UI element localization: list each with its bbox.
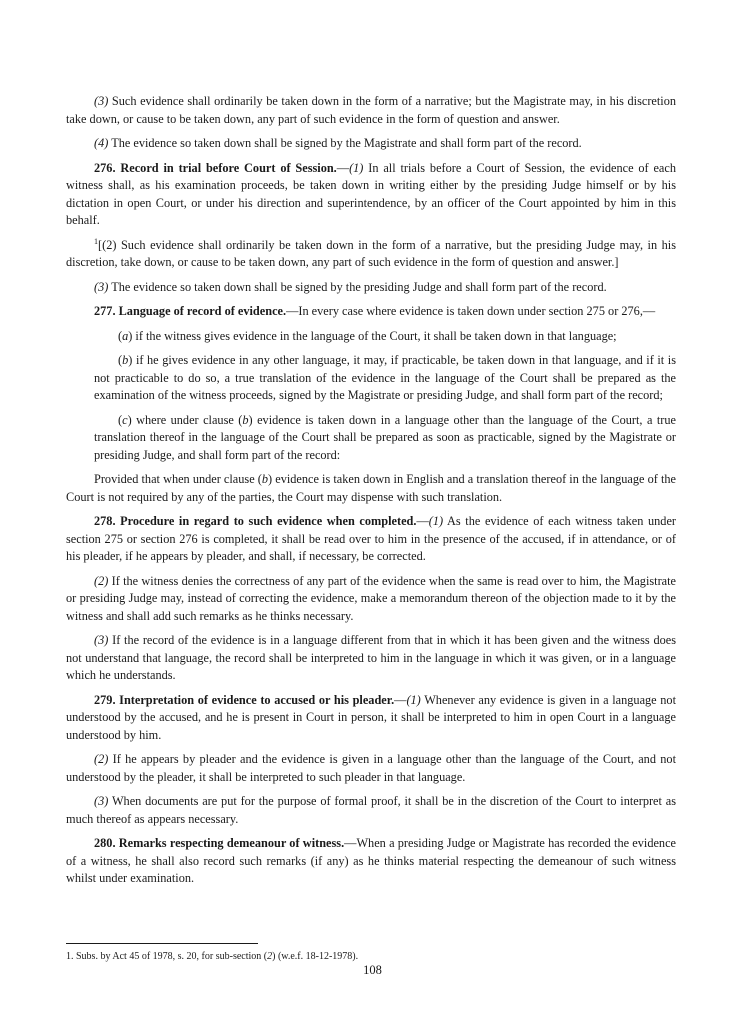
paragraph-text: The evidence so taken down shall be signed by the presiding Judge and shall form part of the record.	[108, 279, 607, 294]
s279-subsection-2	[66, 751, 676, 786]
s277-proviso	[66, 471, 676, 506]
s275-subsection-4	[66, 135, 676, 153]
footnote-text: ) (w.e.f. 18-12-1978).	[272, 951, 359, 962]
paragraph-text: Provided that when under clause (	[94, 472, 262, 486]
s277-clause-a	[94, 328, 676, 346]
section-heading: 278. Procedure in regard to such evidence when completed.	[94, 514, 417, 528]
s278-subsection-2	[66, 573, 676, 626]
paragraph-text: Whenever any evidence is given in a language not understood by the accused, and he is present in Court in person, it shall be interpreted to him in open Court in a language understood by him.	[66, 692, 676, 742]
footnote-text: 1. Subs. by Act 45 of 1978, s. 20, for sub-section (	[66, 951, 268, 962]
paragraph-text: [(2) Such evidence shall ordinarily be taken down in the form of a narrative, but the presiding Judge may, in his discretion, take down, or cause to be taken down, any part of such evidence in the form of question and answer.]	[66, 237, 676, 269]
footnote	[66, 950, 676, 963]
s278-subsection-3	[66, 632, 676, 685]
s279-subsection-3	[66, 793, 676, 828]
page-number: 108	[363, 963, 382, 977]
s276-subsection-2	[66, 237, 676, 272]
subsection-number: (2)	[94, 573, 109, 588]
clause-reference: b	[261, 472, 269, 486]
s279-subsection-1	[66, 692, 676, 745]
paragraph-text: The evidence so taken down shall be signed by the Magistrate and shall form part of the record.	[108, 136, 582, 150]
subsection-number: (2)	[94, 752, 109, 766]
paragraph-text: When documents are put for the purpose of formal proof, it shall be in the discretion of the Court to interpret as much thereof as appears necessary.	[66, 794, 676, 826]
section-heading: 280. Remarks respecting demeanour of witness.	[94, 836, 345, 850]
heading-dash: —	[416, 514, 429, 528]
paragraph-text: ) evidence is taken down in English and a translation thereof in the language of the Court is not required by any of the parties, the Court may dispense with such translation.	[66, 472, 676, 504]
paragraph-text: If the witness denies the correctness of any part of the evidence when the same is read over to him, the Magistrate or presiding Judge may, instead of correcting the evidence, make a memorandum thereon of the objection made to it by the witness and shall add such remarks as he thinks necessary.	[66, 573, 676, 623]
footnote-reference: 2	[267, 951, 273, 962]
s280-text	[66, 835, 676, 888]
clause-letter: b	[122, 353, 129, 367]
subsection-number: (3)	[94, 279, 109, 294]
s277-intro	[66, 303, 676, 321]
paragraph-text: If the record of the evidence is in a language different from that in which it has been given and the witness does not understand that language, the record shall be interpreted to him in the language in which it was given, or in a language which he understands.	[66, 633, 676, 682]
clause-open: (	[118, 328, 123, 343]
subsection-number: (3)	[94, 94, 109, 108]
paragraph-text: ) where under clause (	[127, 412, 243, 427]
clause-reference: b	[242, 412, 249, 427]
section-heading: 279. Interpretation of evidence to accused or his pleader.	[94, 692, 395, 707]
document-body	[66, 93, 676, 895]
clause-letter: c	[122, 412, 128, 427]
paragraph-text: —In every case where evidence is taken down under section 275 or 276,—	[286, 304, 656, 318]
paragraph-text: As the evidence of each witness taken under section 275 or section 276 is completed, it shall be read over to him in the presence of the accused, if in attendance, or of his pleader, if he appears by pleader, and shall, if necessary, be corrected.	[66, 514, 676, 563]
footnote-divider	[66, 943, 258, 944]
clause-letter: a	[122, 328, 129, 343]
subsection-number: (1)	[406, 692, 421, 707]
clause-open: (	[118, 353, 123, 367]
subsection-number: (3)	[94, 633, 109, 647]
subsection-number: (3)	[94, 794, 109, 808]
subsection-number: (4)	[94, 136, 109, 150]
paragraph-text: ) if he gives evidence in any other language, it may, if practicable, be taken down in that language, and if it is not practicable to do so, a true translation of the evidence in the language of the Court shall be prepared as the examination of the witness proceeds, signed by the Magistrate or presiding Judge, and shall form part of the record;	[94, 353, 676, 402]
heading-dash: —	[336, 160, 350, 175]
s276-subsection-1	[66, 160, 676, 230]
paragraph-text: —When a presiding Judge or Magistrate has recorded the evidence of a witness, he shall also record such remarks (if any) as he thinks material respecting the demeanour of such witness whilst under examination.	[66, 836, 676, 885]
heading-dash: —	[394, 692, 407, 707]
s278-subsection-1	[66, 513, 676, 566]
s276-subsection-3	[66, 279, 676, 297]
paragraph-text: If he appears by pleader and the evidence is given in a language other than the language of the Court, and not understood by the pleader, it shall be interpreted to such pleader in that language.	[66, 752, 676, 784]
section-heading: 277. Language of record of evidence.	[94, 304, 287, 318]
section-heading: 276. Record in trial before Court of Session.	[94, 160, 337, 175]
paragraph-text: ) if the witness gives evidence in the language of the Court, it shall be taken down in that language;	[128, 328, 617, 343]
footnote-marker: 1	[94, 236, 98, 246]
paragraph-text: Such evidence shall ordinarily be taken down in the form of a narrative; but the Magistrate may, in his discretion take down, or cause to be taken down, any part of such evidence in the form of question and answer.	[66, 94, 676, 126]
subsection-number: (1)	[349, 160, 364, 175]
paragraph-text: ) evidence is taken down in a language other than the language of the Court, a true translation thereof in the language of the Court shall be prepared as soon as practicable, signed by the Magistrate or presiding Judge, and shall form part of the record:	[94, 412, 677, 462]
s275-subsection-3	[66, 93, 676, 128]
clause-open: (	[118, 412, 123, 427]
paragraph-text: In all trials before a Court of Session, the evidence of each witness shall, as his examination proceeds, be taken down in writing either by the presiding Judge himself or by his dictation in open Court, or under his direction and superintendence, by an officer of the Court appointed by him in this behalf.	[66, 160, 676, 227]
s277-clause-c	[94, 412, 676, 465]
s277-clause-b	[94, 352, 676, 405]
subsection-number: (1)	[428, 514, 444, 528]
